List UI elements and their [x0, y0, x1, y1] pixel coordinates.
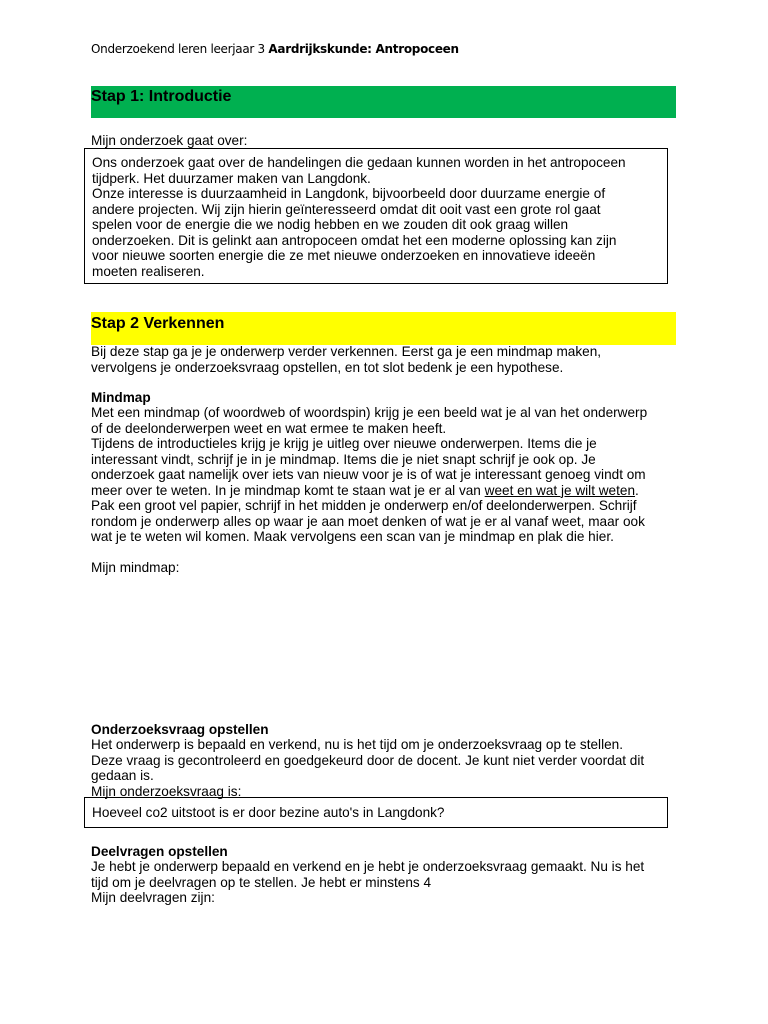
step1-heading-band — [91, 86, 676, 118]
subq-heading: Deelvragen opstellen — [91, 844, 228, 859]
answer-line: Onze interesse is duurzaamheid in Langdonk, bijvoorbeeld door duurzame energie of — [92, 186, 606, 201]
subq-instructions — [91, 859, 676, 906]
mindmap-line: interessant vindt, schrijf je in je mindmap. Items die je niet snapt schrijf je ook op. Je — [91, 451, 596, 467]
mindmap-heading: Mindmap — [91, 390, 151, 405]
subq-line: tijd om je deelvragen op te stellen. Je hebt er minstens 4 — [91, 874, 432, 890]
mindmap-instructions — [91, 405, 676, 545]
intro-line: vervolgens je onderzoeksvraag opstellen, en tot slot bedenk je een hypothese. — [91, 359, 564, 375]
answer-line: tijdperk. Het duurzamer maken van Langdonk. — [92, 170, 371, 186]
mindmap-line: onderzoek gaat namelijk over iets van nieuw voor je is of wat je interessant genoeg vindt om — [91, 467, 646, 482]
step2-title: Stap 2 Verkennen — [91, 315, 225, 332]
question-line: Deze vraag is gecontroleerd en goedgekeurd door de docent. Je kunt niet verder voordat dit — [91, 752, 645, 768]
mindmap-line: Tijdens de introductieles krijg je krijg je uitleg over nieuwe onderwerpen. Items die je — [91, 436, 597, 451]
question-line: Mijn onderzoeksvraag is: — [91, 783, 242, 799]
mindmap-line: Met een mindmap (of woordweb of woordspin) krijg je een beeld wat je al van het onderwerp — [91, 405, 648, 420]
mindmap-line — [91, 483, 676, 499]
answer-line: voor nieuwe soorten energie die ze met nieuwe onderzoeken en innovatieve ideeën — [92, 248, 596, 263]
header-prefix: Onderzoekend leren leerjaar 3 — [91, 42, 265, 56]
step1-prompt: Mijn onderzoek gaat over: — [91, 133, 248, 148]
answer-line: Ons onderzoek gaat over de handelingen die gedaan kunnen worden in het antropoceen — [92, 155, 626, 170]
answer-line: spelen voor de energie die we nodig hebben en we zouden dit ook graag willen — [92, 217, 569, 232]
mindmap-line-text: meer over te weten. In je mindmap komt te staan wat je er al van — [91, 482, 485, 498]
mindmap-line-end: . — [635, 482, 639, 498]
answer-line: andere projecten. Wij zijn hierin geïnteresseerd omdat dit ooit vast een grote rol gaat — [92, 201, 601, 217]
mindmap-line: rondom je onderwerp alles op waar je aan moet denken of wat je er al vanaf weet, maar ook — [91, 513, 645, 529]
question-line: Het onderwerp is bepaald en verkend, nu is het tijd om je onderzoeksvraag op te stellen. — [91, 737, 623, 752]
question-answer-box — [84, 797, 668, 828]
subq-line: Je hebt je onderwerp bepaald en verkend en je hebt je onderzoeksvraag gemaakt. Nu is het — [91, 859, 645, 874]
question-line: gedaan is. — [91, 768, 154, 783]
mindmap-prompt: Mijn mindmap: — [91, 560, 180, 575]
step2-intro — [91, 344, 676, 375]
page-header — [91, 42, 459, 56]
question-heading: Onderzoeksvraag opstellen — [91, 722, 269, 737]
step2-heading-band — [91, 312, 676, 345]
step1-title: Stap 1: Introductie — [91, 88, 232, 105]
header-subject: Aardrijkskunde: Antropoceen — [268, 42, 459, 56]
intro-line: Bij deze stap ga je je onderwerp verder verkennen. Eerst ga je een mindmap maken, — [91, 344, 602, 359]
step1-answer-box — [84, 148, 668, 284]
mindmap-line: wat je te weten wil komen. Maak vervolgens een scan van je mindmap en plak die hier. — [91, 529, 614, 544]
question-answer: Hoeveel co2 uitstoot is er door bezine auto's in Langdonk? — [92, 805, 445, 820]
answer-line: moeten realiseren. — [92, 263, 205, 279]
question-instructions — [91, 737, 676, 799]
subq-line: Mijn deelvragen zijn: — [91, 890, 215, 905]
answer-line: onderzoeken. Dit is gelinkt aan antropoceen omdat het een moderne oplossing kan zijn — [92, 232, 617, 248]
mindmap-line: Pak een groot vel papier, schrijf in het midden je onderwerp en/of deelonderwerpen. Schrijf — [91, 498, 637, 513]
underlined-phrase: weet en wat je wilt weten — [484, 482, 636, 498]
mindmap-line: of de deelonderwerpen weet en wat ermee te maken heeft. — [91, 420, 447, 436]
